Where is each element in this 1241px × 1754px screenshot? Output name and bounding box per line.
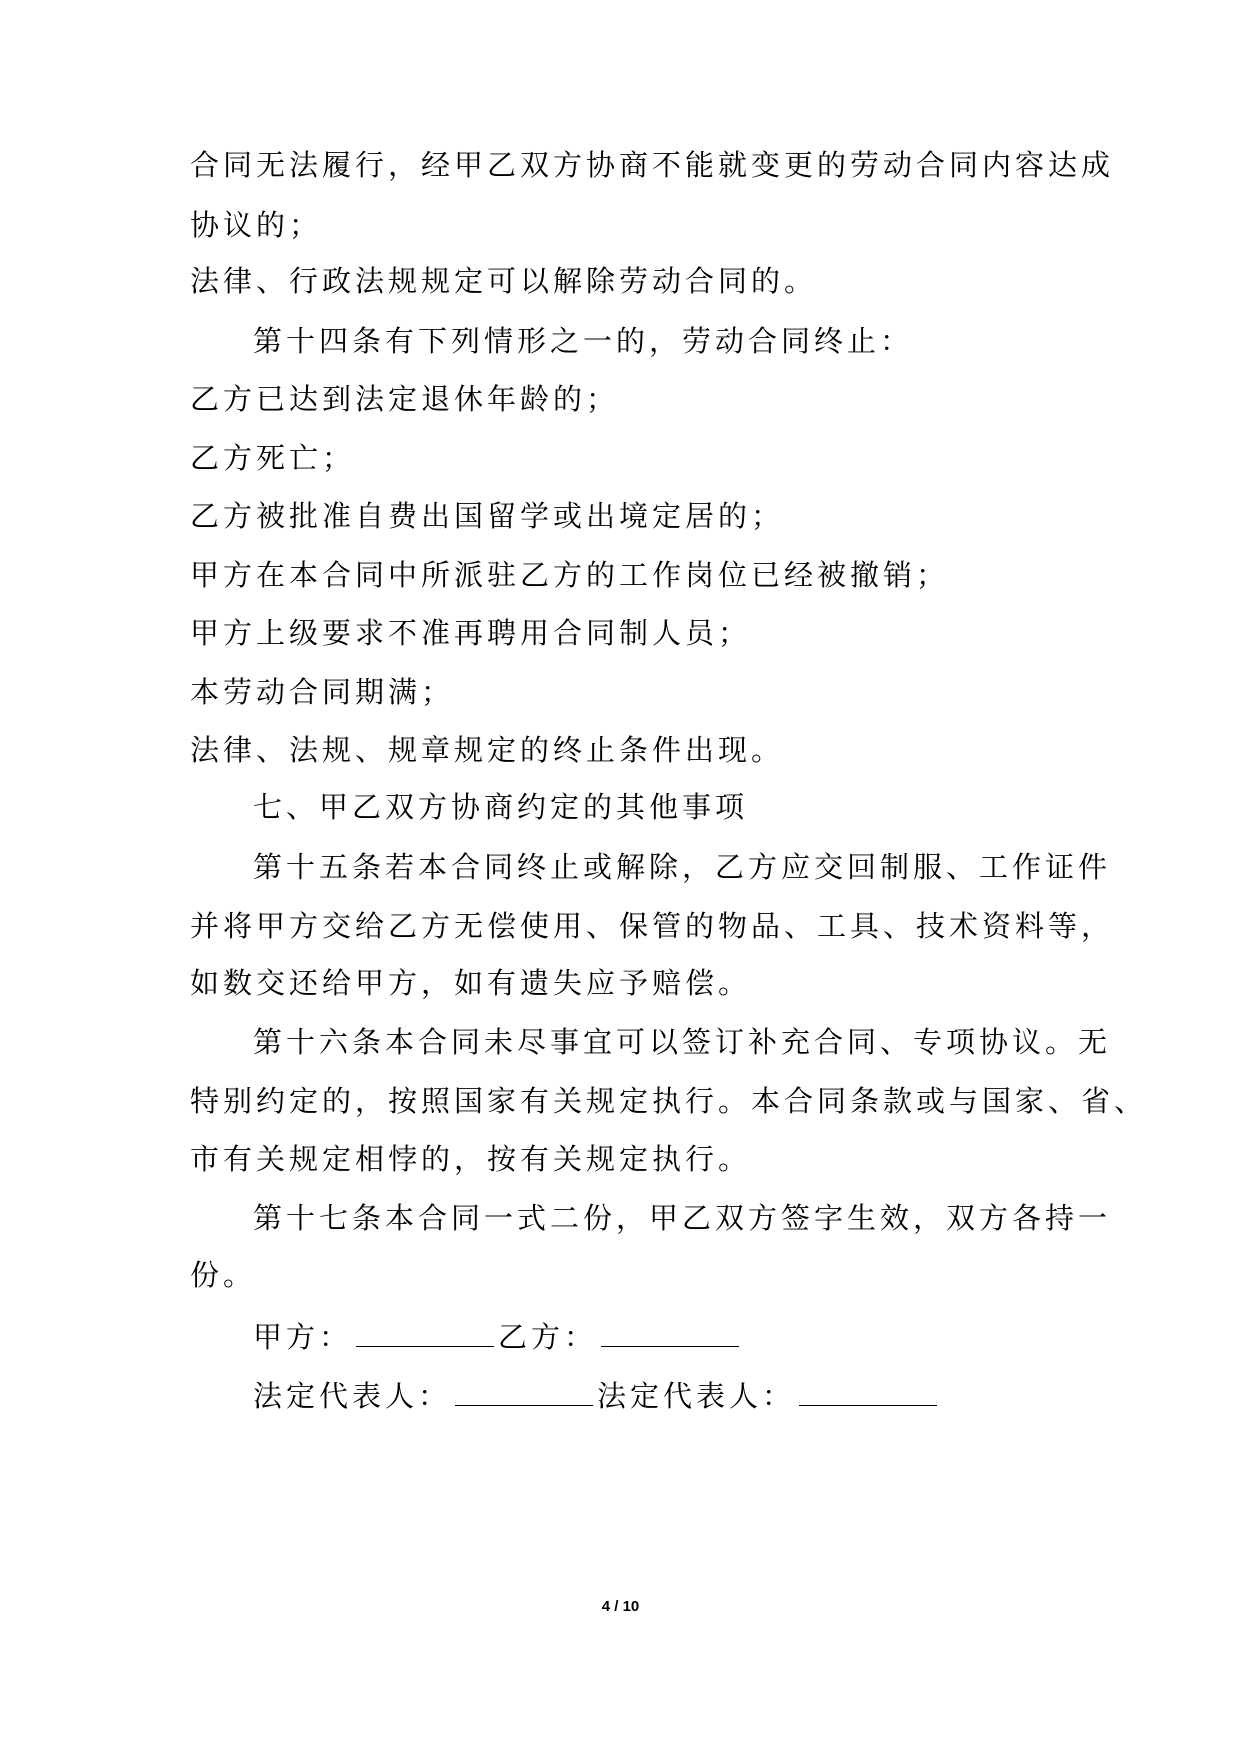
list-item: 甲方在本合同中所派驻乙方的工作岗位已经被撤销； — [190, 558, 950, 592]
list-item: 乙方已达到法定退休年龄的； — [190, 382, 620, 416]
party-a-label: 甲方： — [253, 1320, 353, 1354]
article-17-line: 第十七条本合同一式二份，甲乙双方签字生效，双方各持一 — [253, 1201, 1112, 1235]
rep-b-label: 法定代表人： — [597, 1379, 796, 1413]
list-item: 本劳动合同期满； — [190, 675, 455, 709]
party-b-label: 乙方： — [498, 1320, 598, 1354]
article-16-line: 市有关规定相悖的，按有关规定执行。 — [190, 1142, 752, 1176]
article-16-line: 特别约定的，按照国家有关规定执行。本合同条款或与国家、省、 — [190, 1084, 1148, 1118]
page-number: 4 / 10 — [601, 1598, 640, 1615]
signature-parties — [253, 1317, 743, 1357]
article-15-line: 第十五条若本合同终止或解除，乙方应交回制服、工作证件 — [253, 850, 1112, 884]
body-line: 协议的； — [190, 208, 323, 242]
list-item: 乙方被批准自费出国留学或出境定居的； — [190, 499, 785, 533]
list-item: 乙方死亡； — [190, 441, 356, 475]
list-item: 甲方上级要求不准再聘用合同制人员； — [190, 616, 752, 650]
rep-a-label: 法定代表人： — [253, 1379, 452, 1413]
signature-representatives — [253, 1376, 941, 1416]
article-15-line: 并将甲方交给乙方无偿使用、保管的物品、工具、技术资料等， — [190, 909, 1115, 943]
article-15-line: 如数交还给甲方，如有遗失应予赔偿。 — [190, 966, 752, 1000]
body-line: 合同无法履行，经甲乙双方协商不能就变更的劳动合同内容达成 — [190, 148, 1115, 182]
rep-a-signature-blank — [455, 1379, 593, 1406]
party-b-signature-blank — [601, 1320, 739, 1347]
section-heading: 七、甲乙双方协商约定的其他事项 — [253, 790, 749, 824]
article-17-line: 份。 — [190, 1258, 257, 1292]
body-line: 法律、行政法规规定可以解除劳动合同的。 — [190, 264, 818, 298]
list-item: 法律、法规、规章规定的终止条件出现。 — [190, 733, 785, 767]
rep-b-signature-blank — [799, 1379, 937, 1406]
party-a-signature-blank — [356, 1320, 494, 1347]
article-14-heading: 第十四条有下列情形之一的，劳动合同终止： — [253, 324, 914, 358]
article-16-line: 第十六条本合同未尽事宜可以签订补充合同、专项协议。无 — [253, 1025, 1112, 1059]
